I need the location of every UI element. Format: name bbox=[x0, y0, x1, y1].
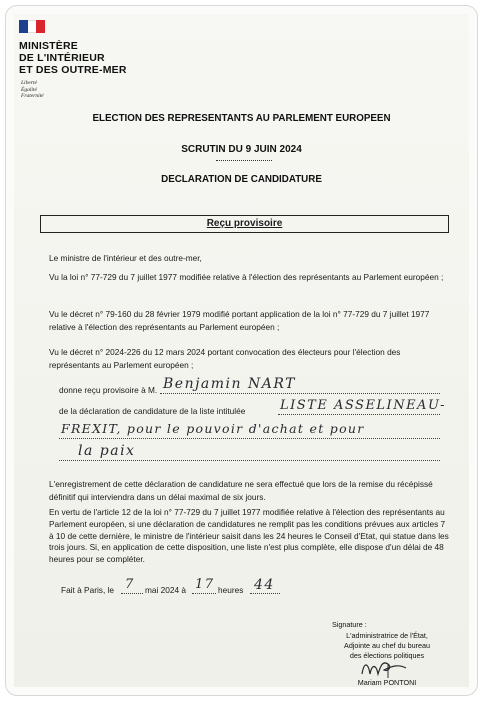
handwritten-list-line-3: la paix bbox=[78, 443, 136, 459]
fait-a-paris-label: Fait à Paris, le bbox=[61, 585, 115, 595]
title-divider bbox=[216, 160, 272, 161]
paragraph-loi: Vu la loi n° 77-729 du 7 juillet 1977 modifiée relative à l'élection des représentants au Parlement européen ; bbox=[49, 272, 444, 282]
recu-provisoire-box bbox=[40, 215, 449, 233]
paragraph-minister: Le ministre de l'intérieur et des outre-mer, bbox=[49, 253, 202, 263]
declaration-title: DECLARATION DE CANDIDATURE bbox=[161, 174, 322, 185]
french-flag-logo bbox=[19, 20, 45, 33]
ministry-line-3: ET DES OUTRE-MER bbox=[19, 64, 127, 76]
flag-blue-stripe bbox=[19, 20, 28, 33]
mai-2024-label: mai 2024 à bbox=[145, 585, 187, 595]
handwritten-day: 7 bbox=[125, 577, 135, 592]
day-dotted-line bbox=[121, 593, 143, 594]
heures-label: heures bbox=[218, 585, 244, 595]
signatory-title-1: L'administratrice de l'État, bbox=[346, 631, 428, 640]
list-dotted-line-2 bbox=[59, 438, 440, 439]
signatory-title-2: Adjointe au chef du bureau bbox=[344, 641, 430, 650]
ministry-line-2: DE L'INTÉRIEUR bbox=[19, 52, 105, 64]
handwritten-list-line-1: LISTE ASSELINEAU- bbox=[280, 398, 447, 413]
list-dotted-line-1 bbox=[278, 414, 440, 415]
republic-motto bbox=[21, 80, 44, 100]
paragraph-enregistrement: L'enregistrement de cette déclaration de candidature ne sera effectué que lors de la remise du récépissé définitif qui interviendra dans un délai maximal de six jours. bbox=[49, 479, 433, 502]
signatory-title-3: des élections politiques bbox=[349, 651, 425, 660]
minutes-dotted-line bbox=[250, 593, 280, 594]
motto-liberte: Liberté bbox=[21, 80, 37, 86]
ministry-name bbox=[19, 40, 127, 76]
list-dotted-line-3 bbox=[59, 460, 440, 461]
donne-recu-label: donne reçu provisoire à M. bbox=[59, 385, 158, 395]
paragraph-article-12: En vertu de l'article 12 de la loi n° 77-729 du 7 juillet 1977 modifiée relative à l'élection des représentants au Parlement européen, si une déclaration de candidatures ne remplit pas les conditions prévues aux articles 7 à 10 de cette dernière, le ministre de l'intérieur saisit dans les 24 heures le Conseil d'Etat, qui statue dans les trois jours. Si, en application de cette disposition, une liste n'est plus complète, elle dispose d'un délai de 48 heures pour se compléter. bbox=[49, 507, 449, 565]
signature-label: Signature : bbox=[332, 620, 367, 629]
motto-fraternite: Fraternité bbox=[21, 93, 44, 99]
flag-red-stripe bbox=[36, 20, 45, 33]
hour-dotted-line bbox=[192, 593, 216, 594]
declaration-de-label: de la déclaration de candidature de la liste intitulée bbox=[59, 406, 246, 416]
paragraph-decret-1979: Vu le décret n° 79-160 du 28 février 1979 modifié portant application de la loi n° 77-729 du 7 juillet 1977 relative à l'élection des représentants au Parlement européen ; bbox=[49, 309, 430, 332]
handwritten-minutes: 44 bbox=[254, 577, 275, 593]
motto-egalite: Égalité bbox=[21, 86, 37, 93]
handwritten-candidate-name: Benjamin NART bbox=[163, 376, 296, 392]
election-title: ELECTION DES REPRESENTANTS AU PARLEMENT EUROPEEN bbox=[92, 113, 391, 124]
name-dotted-line bbox=[160, 393, 440, 394]
flag-white-stripe bbox=[28, 20, 37, 33]
signatory-name: Mariam PONTONI bbox=[357, 678, 417, 687]
recu-provisoire-label: Reçu provisoire bbox=[206, 218, 283, 229]
handwritten-list-line-2: FREXIT, pour le pouvoir d'achat et pour bbox=[61, 421, 365, 436]
ministry-line-1: MINISTÈRE bbox=[19, 40, 78, 52]
scrutin-title: SCRUTIN DU 9 JUIN 2024 bbox=[181, 144, 302, 155]
paragraph-decret-2024: Vu le décret n° 2024-226 du 12 mars 2024 portant convocation des électeurs pour l'élection des représentants au Parlement européen ; bbox=[49, 347, 401, 370]
handwritten-hour: 17 bbox=[195, 577, 215, 592]
